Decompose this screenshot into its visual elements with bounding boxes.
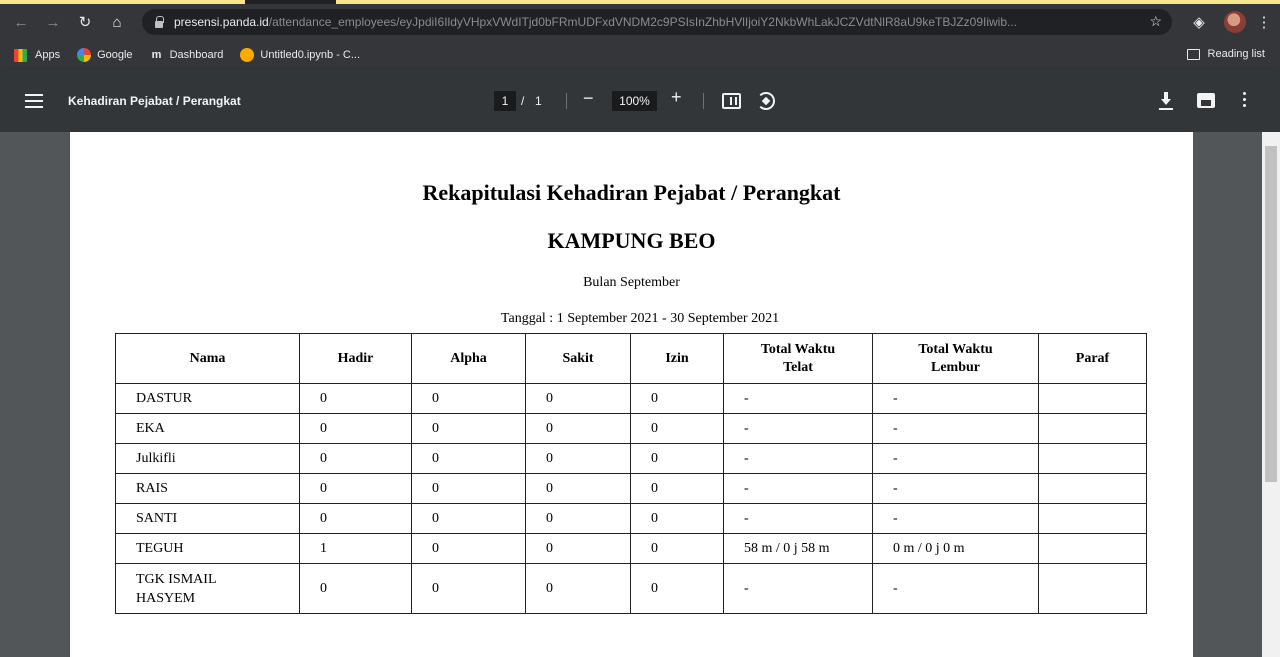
report-title: Rekapitulasi Kehadiran Pejabat / Perangkat	[422, 180, 841, 205]
table-cell: 0	[631, 474, 724, 504]
bookmark-label: Google	[97, 49, 133, 61]
table-cell: 0	[526, 534, 631, 564]
header-hadir: Hadir	[300, 334, 412, 384]
toolbar-right	[1188, 11, 1272, 33]
table-cell: 0	[526, 504, 631, 534]
table-cell: -	[873, 384, 1039, 414]
bookmark-dashboard[interactable]	[150, 48, 224, 62]
table-cell: DASTUR	[116, 384, 300, 414]
bookmark-google[interactable]	[77, 48, 132, 62]
table-cell: 0 m / 0 j 0 m	[873, 534, 1039, 564]
url-path: /attendance_employees/eyJpdiI6IldyVHpxVWdITjd0bFRmUDFxdVNDM2c9PSIsInZhbHVlIjoiY2NkbWhLakJCZVdtNlR8aU9keTBJZz09Iiwib...	[268, 15, 1018, 29]
header-total-telat: Total Waktu Telat	[724, 334, 873, 384]
table-cell: -	[724, 504, 873, 534]
page-total: 1	[535, 94, 542, 108]
download-icon[interactable]	[1159, 92, 1173, 110]
attendance-table	[115, 333, 1147, 614]
table-cell: 0	[631, 564, 724, 614]
table-row	[116, 564, 1147, 614]
table-cell: 0	[526, 474, 631, 504]
header-sakit: Sakit	[526, 334, 631, 384]
google-icon	[77, 48, 91, 62]
table-cell: -	[873, 564, 1039, 614]
pdf-title: Kehadiran Pejabat / Perangkat	[68, 94, 241, 108]
report-subtitle: KAMPUNG BEO	[547, 228, 716, 253]
reading-list-icon	[1187, 49, 1200, 60]
divider	[566, 93, 567, 109]
table-cell: 0	[300, 444, 412, 474]
table-cell: -	[724, 444, 873, 474]
bookmark-label: Apps	[35, 49, 61, 61]
table-cell: SANTI	[116, 504, 300, 534]
rotate-icon[interactable]	[757, 92, 775, 110]
scrollbar-thumb[interactable]	[1265, 146, 1277, 482]
table-cell	[1039, 474, 1147, 504]
table-cell: -	[724, 384, 873, 414]
profile-avatar[interactable]	[1224, 11, 1246, 33]
bookmark-apps[interactable]	[14, 49, 60, 62]
bookmark-star-icon[interactable]: ☆	[1149, 13, 1162, 29]
pdf-page	[70, 132, 1193, 657]
table-cell	[1039, 384, 1147, 414]
url-host: presensi.panda.id	[174, 15, 269, 29]
pdf-toolbar	[0, 70, 1280, 132]
bookmark-label: Untitled0.ipynb - C...	[260, 49, 361, 61]
table-row	[116, 384, 1147, 414]
table-cell: 0	[631, 534, 724, 564]
table-cell	[1039, 444, 1147, 474]
table-cell: 0	[631, 504, 724, 534]
table-cell	[1039, 414, 1147, 444]
table-cell: 0	[300, 504, 412, 534]
lock-icon[interactable]	[154, 16, 164, 28]
chrome-menu-icon[interactable]: ⋮	[1256, 14, 1272, 31]
print-icon[interactable]	[1197, 93, 1215, 108]
header-izin: Izin	[631, 334, 724, 384]
bookmark-label: Dashboard	[169, 49, 224, 61]
divider	[703, 93, 704, 109]
table-cell: 0	[412, 444, 526, 474]
reload-icon[interactable]: ↻	[78, 14, 92, 31]
table-cell: 0	[412, 564, 526, 614]
url-text[interactable]	[174, 15, 1124, 29]
colab-icon	[240, 48, 254, 62]
table-cell: -	[873, 414, 1039, 444]
table-row	[116, 534, 1147, 564]
table-cell: RAIS	[116, 474, 300, 504]
table-cell: -	[724, 474, 873, 504]
table-cell: -	[724, 414, 873, 444]
table-cell: 0	[631, 384, 724, 414]
reading-list-label: Reading list	[1207, 48, 1265, 60]
table-body	[116, 384, 1147, 614]
table-cell: TEGUH	[116, 534, 300, 564]
header-nama: Nama	[116, 334, 300, 384]
apps-grid-icon	[14, 49, 27, 62]
table-cell: 0	[412, 534, 526, 564]
table-cell: 0	[300, 474, 412, 504]
table-row	[116, 504, 1147, 534]
dashboard-icon: m	[151, 49, 162, 61]
table-cell	[1039, 534, 1147, 564]
table-row	[116, 474, 1147, 504]
table-cell: 0	[300, 564, 412, 614]
table-cell: 0	[300, 414, 412, 444]
table-cell: 0	[631, 444, 724, 474]
zoom-input[interactable]: 100%	[612, 91, 657, 111]
table-cell: 0	[526, 444, 631, 474]
table-cell: 0	[412, 504, 526, 534]
table-cell: TGK ISMAIL HASYEM	[116, 564, 300, 614]
table-header-row	[116, 334, 1147, 384]
extensions-puzzle-icon[interactable]: ◈	[1193, 14, 1205, 31]
header-paraf: Paraf	[1039, 334, 1147, 384]
page-number-input[interactable]: 1	[494, 91, 516, 111]
table-cell	[1039, 564, 1147, 614]
table-cell: 0	[300, 384, 412, 414]
table-cell: 58 m / 0 j 58 m	[724, 534, 873, 564]
table-cell: 0	[631, 414, 724, 444]
omnibox[interactable]	[142, 9, 1172, 35]
header-alpha: Alpha	[412, 334, 526, 384]
page-separator: /	[521, 94, 525, 108]
report-date-range: Tanggal : 1 September 2021 - 30 September 2021	[500, 311, 780, 326]
address-bar-row	[0, 4, 1280, 40]
table-cell	[1039, 504, 1147, 534]
forward-icon[interactable]: →	[45, 13, 61, 31]
table-row	[116, 444, 1147, 474]
table-cell: -	[724, 564, 873, 614]
more-options-icon[interactable]	[1240, 92, 1248, 110]
zoom-out-icon[interactable]: −	[583, 88, 594, 108]
table-cell: 0	[412, 414, 526, 444]
table-cell: EKA	[116, 414, 300, 444]
table-cell: -	[873, 444, 1039, 474]
reading-list[interactable]	[1187, 48, 1265, 60]
menu-icon[interactable]	[25, 94, 43, 108]
table-row	[116, 414, 1147, 444]
table-cell: 0	[526, 414, 631, 444]
scrollbar[interactable]	[1262, 132, 1280, 657]
table-cell: 0	[412, 474, 526, 504]
table-cell: 0	[412, 384, 526, 414]
table-cell: -	[873, 474, 1039, 504]
table-cell: -	[873, 504, 1039, 534]
table-cell: 0	[526, 384, 631, 414]
table-cell: 0	[526, 564, 631, 614]
bookmarks-bar	[0, 40, 1280, 70]
fit-page-icon[interactable]	[722, 93, 741, 109]
home-icon[interactable]: ⌂	[112, 13, 122, 31]
bookmark-colab[interactable]	[240, 48, 360, 62]
header-total-lembur: Total Waktu Lembur	[873, 334, 1039, 384]
table-cell: Julkifli	[116, 444, 300, 474]
table-cell: 1	[300, 534, 412, 564]
zoom-in-icon[interactable]: +	[671, 87, 682, 107]
report-month: Bulan September	[583, 275, 680, 290]
pdf-viewer[interactable]	[0, 132, 1262, 657]
back-icon[interactable]: ←	[13, 13, 29, 31]
